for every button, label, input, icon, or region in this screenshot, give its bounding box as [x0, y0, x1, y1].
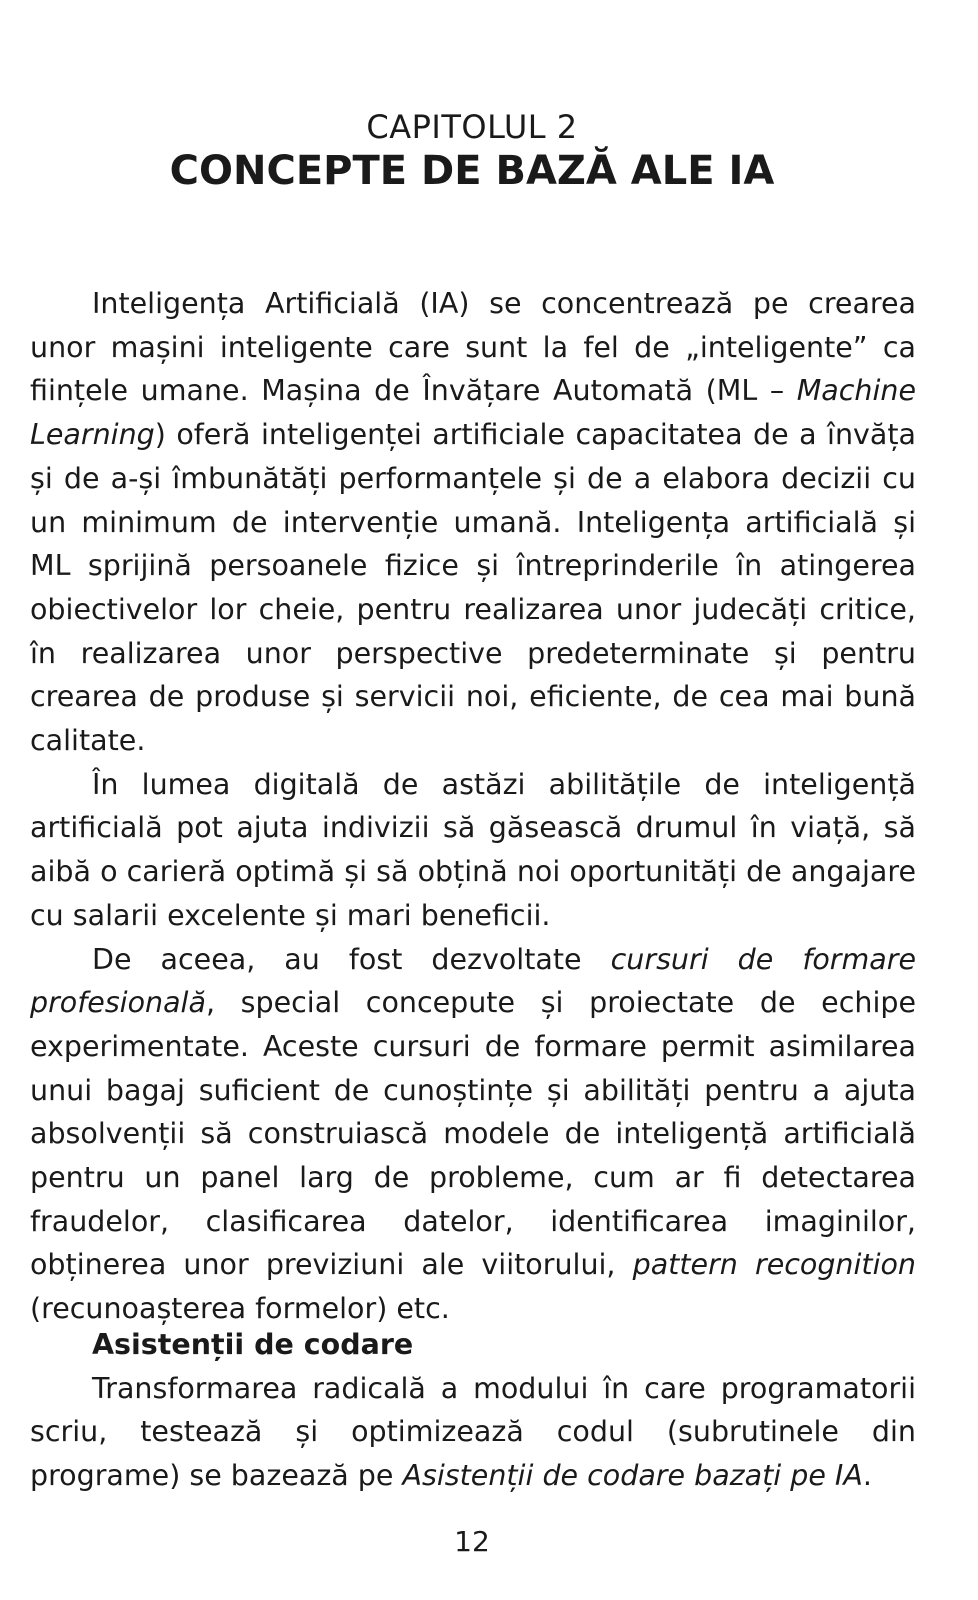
section-heading: Asistenții de codare — [92, 1328, 414, 1361]
chapter-body — [30, 282, 916, 1331]
paragraph-coding-assistants: Transformarea radicală a modului în care programatorii scriu, testează și optimizează codul (subrutinele din programe) se bazează pe Asistenții de codare bazați pe IA. — [30, 1371, 916, 1493]
paragraph-digital-world: În lumea digitală de astăzi abilitățile de inteligență artificială pot ajuta indivizii să găsească drumul în viață, să aibă o carieră optimă și să obțină noi oportunități de angajare cu salarii excelente și mari beneficii. — [30, 767, 916, 932]
page-number: 12 — [454, 1525, 490, 1558]
chapter-title: CONCEPTE DE BAZĂ ALE IA — [169, 148, 775, 194]
paragraph-ia-intro: Inteligența Artificială (IA) se concentrează pe crearea unor mașini inteligente care sunt la fel de „inteligente” ca ființele umane. Mașina de Învățare Automată (ML – Machine Learning) oferă inteligenței artificiale capacitatea de a învăța și de a-și îmbunătăți performanțele și de a elabora decizii cu un minimum de intervenție umană. Inteligența artificială și ML sprijină persoanele fizice și întreprinderile în atingerea obiectivelor lor cheie, pentru realizarea unor judecăți critice, în realizarea unor perspective predeterminate și pentru crearea de produse și servicii noi, eficiente, de cea mai bună calitate. — [30, 287, 916, 758]
chapter-number: CAPITOLUL 2 — [366, 108, 578, 146]
paragraph-training-courses: De aceea, au fost dezvoltate cursuri de formare profesională, special concepute și proiectate de echipe experimentate. Aceste cursuri de formare permit asimilarea unui bagaj suficient de cunoștințe și abilități pentru a ajuta absolvenții să construiască modele de inteligență artificială pentru un panel larg de probleme, cum ar fi detectarea fraudelor, clasificarea datelor, identificarea imaginilor, obținerea unor previziuni ale viitorului, pattern recognition (recunoașterea formelor) etc. — [30, 942, 917, 1326]
section-coding-assistants — [30, 1323, 916, 1498]
